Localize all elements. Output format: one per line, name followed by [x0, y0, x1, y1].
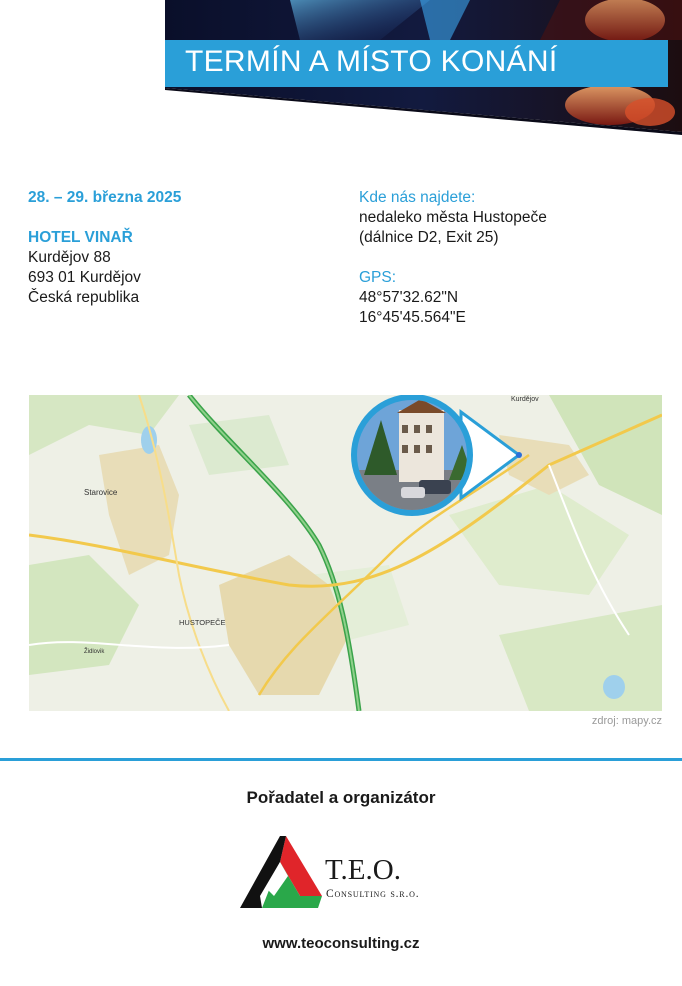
hotel-location-marker[interactable] — [516, 452, 522, 458]
title-banner — [165, 40, 668, 87]
find-us-label: Kde nás najdete: — [359, 189, 476, 206]
gps-latitude: 48°57'32.62"N — [359, 289, 459, 306]
gps-label: GPS: — [359, 269, 397, 286]
teo-logo-icon — [240, 836, 322, 908]
venue-name: HOTEL VINAŘ — [28, 229, 133, 246]
map-source: zdroj: mapy.cz — [591, 715, 662, 727]
logo-name: T.E.O. — [325, 854, 401, 886]
website-link[interactable]: www.teoconsulting.cz — [262, 935, 420, 952]
find-us-line: (dálnice D2, Exit 25) — [359, 229, 499, 246]
map-label-zidlovik: Židlovik — [84, 649, 105, 655]
map-label-kurdejov: Kurdějov — [511, 396, 539, 403]
organizer-heading: Pořadatel a organizátor — [246, 788, 436, 807]
event-dates: 28. – 29. března 2025 — [28, 189, 182, 206]
address-line: Kurdějov 88 — [28, 249, 111, 266]
location-map[interactable] — [29, 395, 662, 711]
gps-longitude: 16°45'45.564"E — [359, 309, 466, 326]
page-title: TERMÍN A MÍSTO KONÁNÍ — [185, 45, 558, 78]
map-label-hustopece: HUSTOPEČE — [179, 618, 226, 627]
map-label-starovice: Starovice — [84, 488, 118, 497]
event-info — [28, 188, 181, 308]
find-us-line: nedaleko města Hustopeče — [359, 209, 547, 226]
logo-subtitle: Consulting s.r.o. — [326, 888, 420, 900]
section-divider — [0, 758, 682, 761]
address-line: 693 01 Kurdějov — [28, 269, 141, 286]
address-line: Česká republika — [28, 289, 140, 306]
location-info — [359, 188, 547, 328]
